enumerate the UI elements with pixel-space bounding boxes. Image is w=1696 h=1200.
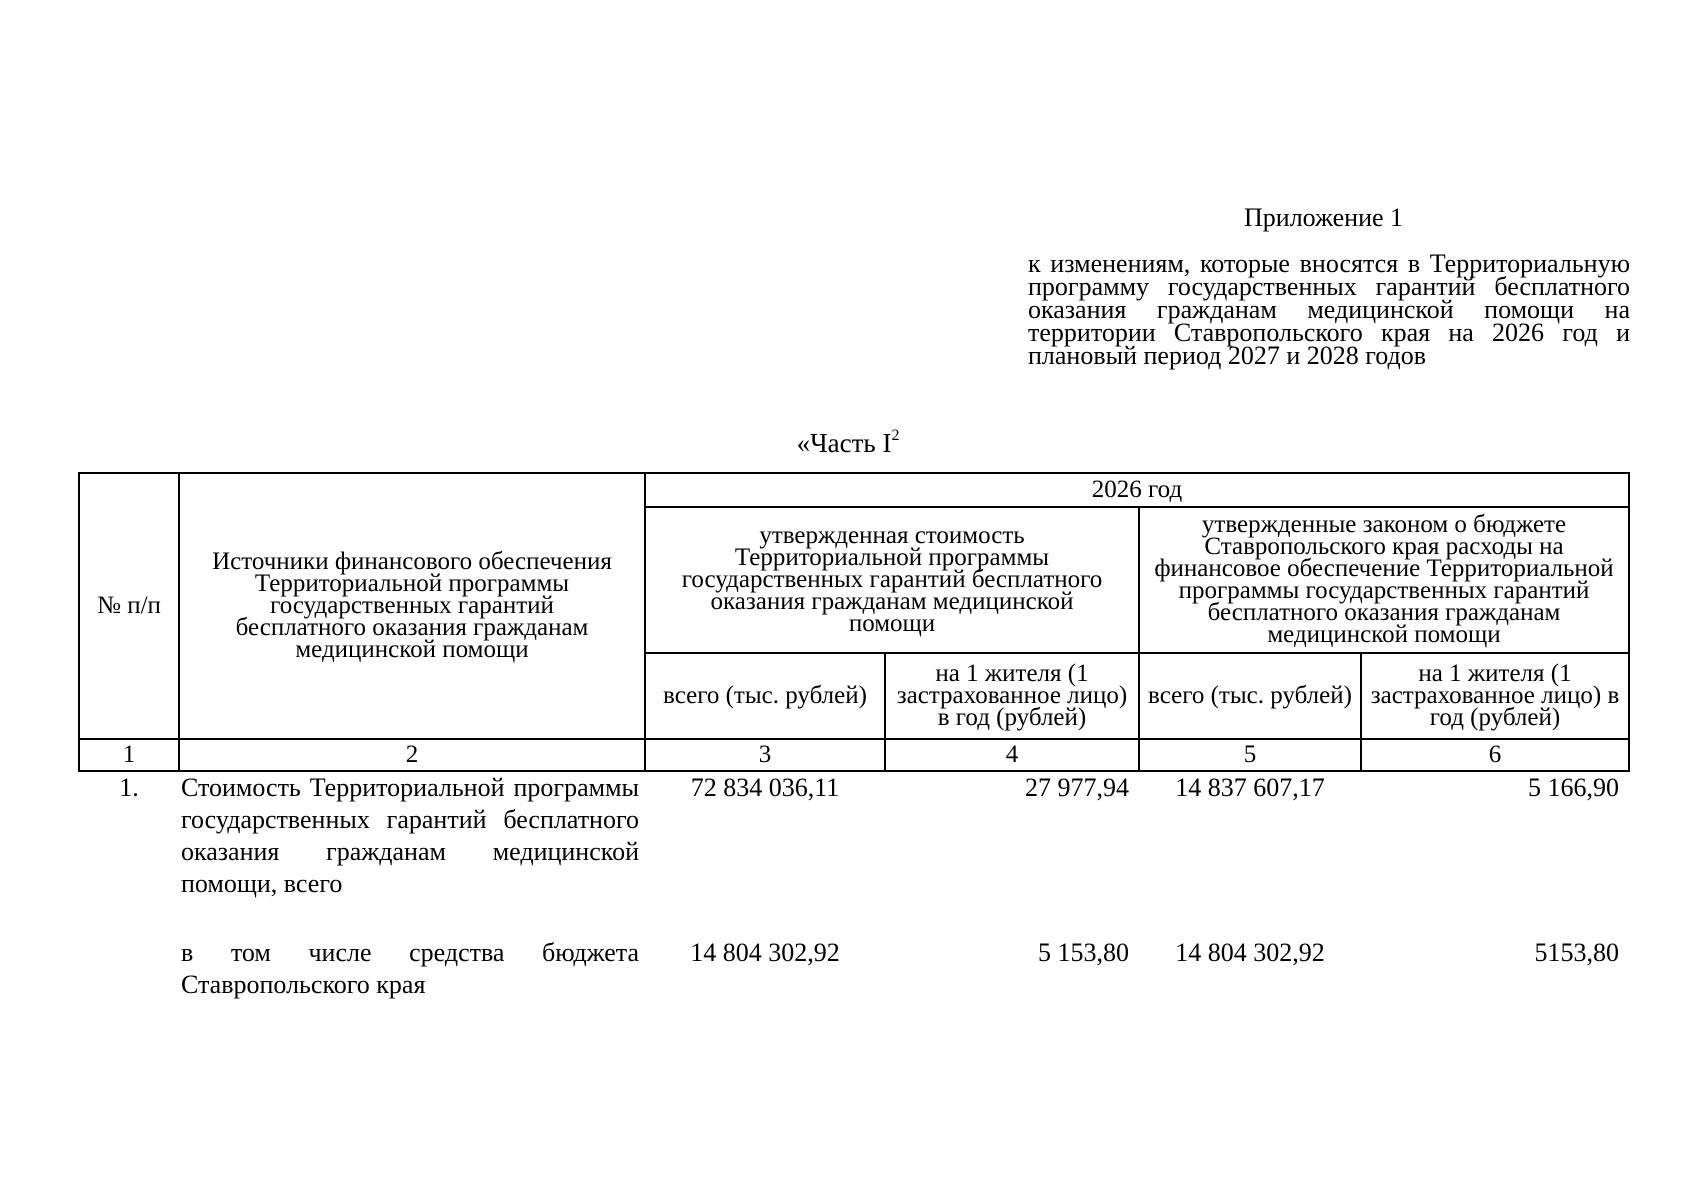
header-budget-per-resident: на 1 жителя (1 застрахованное лицо) в год (рублей) [1361, 653, 1629, 739]
header-group-budget: утвержденные законом о бюджете Ставропольского края расходы на финансовое обеспечение Территориальной программы государственных гарантий бесплатного оказания гражданам медицинской помощи [1139, 507, 1629, 653]
header-cost-total: всего (тыс. рублей) [645, 653, 885, 739]
column-number-1: 1 [79, 739, 179, 771]
financing-table [78, 472, 1630, 1001]
row-cost-total: 14 804 302,92 [690, 938, 840, 967]
row-budget-per-resident: 5 166,90 [1528, 773, 1619, 802]
row-cost-total: 72 834 036,11 [690, 773, 840, 802]
header-cost-per-resident: на 1 жителя (1 застрахованное лицо) в год (рублей) [885, 653, 1139, 739]
table-row [79, 937, 1629, 1001]
column-number-3: 3 [645, 739, 885, 771]
table-row [79, 771, 1629, 937]
row-number [79, 937, 179, 1001]
row-budget-per-resident: 5153,80 [1534, 938, 1619, 967]
row-cost-per-resident: 27 977,94 [1025, 773, 1129, 802]
row-budget-total: 14 804 302,92 [1175, 938, 1325, 967]
header-source: Источники финансового обеспечения Территориальной программы государственных гарантий бесплатного оказания гражданам медицинской помощи [179, 473, 645, 739]
header-year: 2026 год [645, 473, 1629, 507]
column-number-5: 5 [1139, 739, 1361, 771]
row-source: в том числе средства бюджета Ставропольского края [181, 938, 639, 999]
column-number-4: 4 [885, 739, 1139, 771]
row-source: Стоимость Территориальной программы государственных гарантий бесплатного оказания гражданам медицинской помощи, всего [181, 773, 639, 898]
header-num: № п/п [79, 473, 179, 739]
part-title-text: «Часть I [796, 428, 892, 458]
header-group-cost: утвержденная стоимость Территориальной программы государственных гарантий бесплатного оказания гражданам медицинской помощи [645, 507, 1139, 653]
row-number: 1. [119, 773, 139, 802]
part-title [0, 420, 1696, 459]
column-number-2: 2 [179, 739, 645, 771]
header-budget-total: всего (тыс. рублей) [1139, 653, 1361, 739]
part-title-superscript: 2 [891, 427, 900, 444]
column-number-6: 6 [1361, 739, 1629, 771]
row-budget-total: 14 837 607,17 [1175, 773, 1325, 802]
appendix-title: Приложение 1 [1244, 203, 1404, 232]
row-cost-per-resident: 5 153,80 [1038, 938, 1129, 967]
appendix-subtitle: к изменениям, которые вносятся в Территориальную программу государственных гарантий бесплатного оказания гражданам медицинской помощи на территории Ставропольского края на 2026 год и плановый период 2027 и 2028 годов [1028, 249, 1630, 370]
